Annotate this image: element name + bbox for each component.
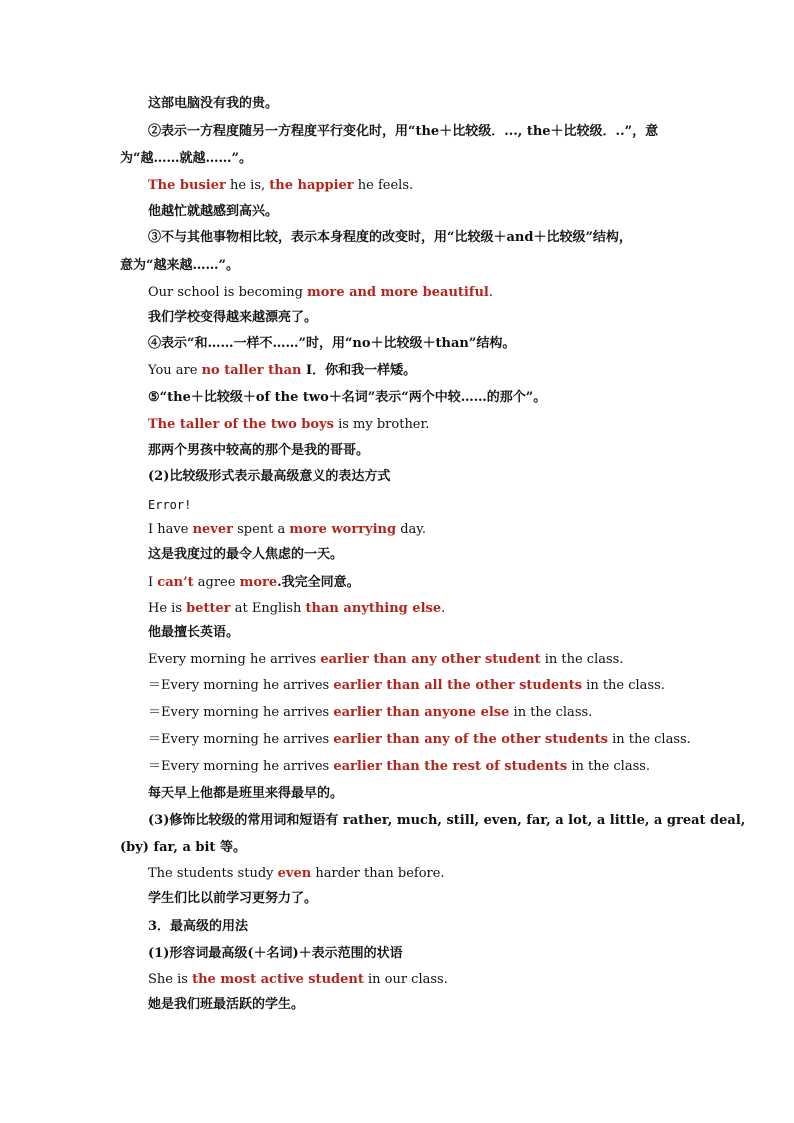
text-line: ⑤“the＋比较级＋of the two＋名词”表示“两个中较……的那个”。: [148, 390, 547, 405]
text-line: ②表示一方程度随另一方程度平行变化时，用“the＋比较级．..., the＋比较级．..”，意: [148, 124, 659, 139]
section-heading: (3)修饰比较级的常用词和短语有 rather, much, still, even, far, a lot, a little, a great deal,: [148, 813, 746, 828]
example-sentence: He is better at English than anything else.: [148, 601, 446, 616]
example-sentence: ＝Every morning he arrives earlier than any of the other students in the class.: [148, 732, 691, 747]
example-sentence: ＝Every morning he arrives earlier than anyone else in the class.: [148, 705, 593, 720]
example-sentence: The taller of the two boys is my brother.: [148, 417, 430, 432]
translation-line: 她是我们班最活跃的学生。: [148, 997, 305, 1012]
translation-line: 他越忙就越感到高兴。: [148, 204, 279, 219]
example-sentence: You are no taller than I．你和我一样矮。: [148, 363, 417, 378]
section-heading: (1)形容词最高级(＋名词)＋表示范围的状语: [148, 946, 403, 961]
example-sentence: Every morning he arrives earlier than any other student in the class.: [148, 652, 624, 667]
example-sentence: ＝Every morning he arrives earlier than the rest of students in the class.: [148, 759, 651, 774]
translation-line: 这是我度过的最令人焦虑的一天。: [148, 547, 344, 562]
text-line: ④表示“和……一样不……”时，用“no＋比较级＋than”结构。: [148, 336, 516, 351]
translation-line: 每天早上他都是班里来得最早的。: [148, 786, 344, 801]
text-line: ③不与其他事物相比较，表示本身程度的改变时，用“比较级＋and＋比较级”结构，: [148, 230, 632, 245]
error-text: Error!: [148, 498, 192, 512]
text-line: (by) far, a bit 等。: [120, 840, 246, 855]
translation-line: 我们学校变得越来越漂亮了。: [148, 310, 318, 325]
section-heading: (2)比较级形式表示最高级意义的表达方式: [148, 469, 391, 484]
text-line: 意为“越来越……”。: [120, 258, 239, 273]
text-line: 为“越……就越……”。: [120, 151, 252, 166]
example-sentence: The students study even harder than before.: [148, 866, 445, 881]
example-sentence: She is the most active student in our class.: [148, 972, 448, 987]
section-heading: 3．最高级的用法: [148, 919, 249, 934]
example-sentence: The busier he is, the happier he feels.: [148, 178, 414, 193]
example-sentence: ＝Every morning he arrives earlier than all the other students in the class.: [148, 678, 665, 693]
text-line: 这部电脑没有我的贵。: [148, 96, 279, 111]
translation-line: 那两个男孩中较高的那个是我的哥哥。: [148, 443, 370, 458]
translation-line: 学生们比以前学习更努力了。: [148, 891, 318, 906]
example-sentence: I can’t agree more.我完全同意。: [148, 575, 360, 590]
example-sentence: Our school is becoming more and more beautiful.: [148, 285, 493, 300]
translation-line: 他最擅长英语。: [148, 625, 240, 640]
example-sentence: I have never spent a more worrying day.: [148, 522, 427, 537]
